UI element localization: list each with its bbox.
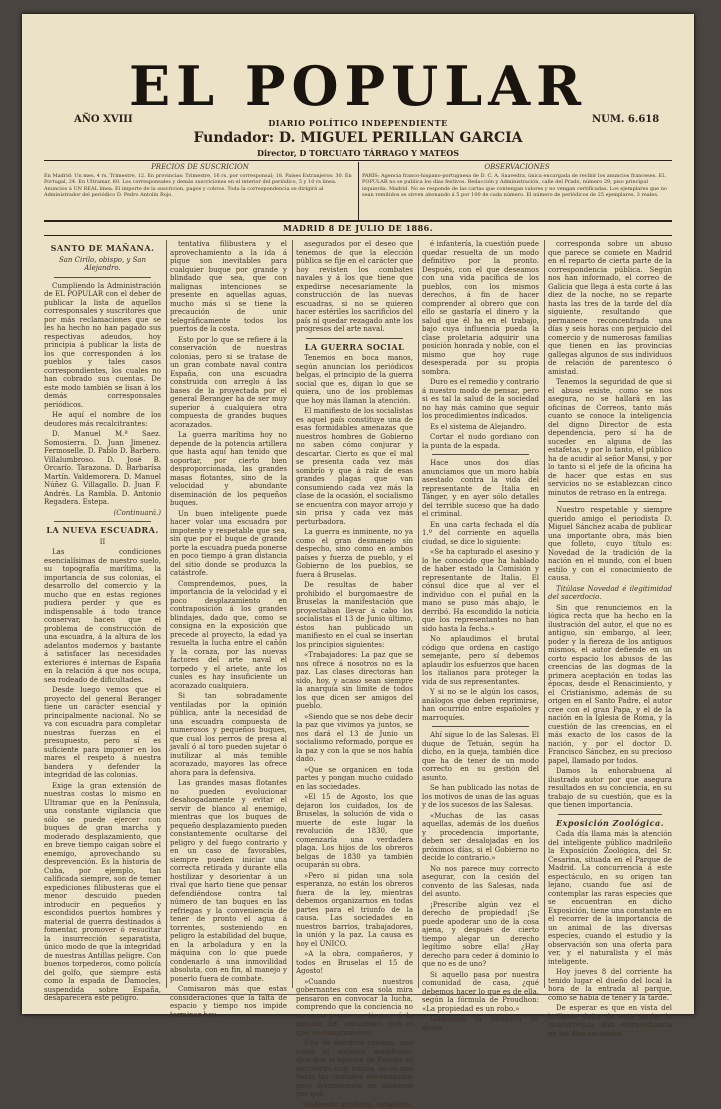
paragraph: Duro es el remedio y contrario á nuestro modo de pensar, pero si es tal la salud de la sociedad no hay más camino que seguir los procedimientos indicados. <box>422 378 539 421</box>
divider <box>44 994 672 995</box>
paragraph: »Siendo que se nos debe decir la paz que vivimos ya juntos, se nos dará el 13 de Junio un socialismo reformado, porque es la paz y con la que se nos había dado. <box>296 713 413 764</box>
paragraph: Llamamos la atención de quien <box>422 1015 539 1032</box>
observations-text: PARÍS: Agencia franco-hispano-portuguesa de D. C. A. Saavedra, única encargada de recibir los anuncios franceses. EL POPULAR no se publica los días festivos. Redacción y Administración, calle del Prado, número 29, piso principal izquierda. Madrid. No se responde de las cartas que contengan valores y no vengan certificadas. Los ejemplares que no sean remitidos se sirven abonando á 5 por 100 de cada número. El número de periódicos de 25 ejemplares, 3 reales. <box>362 173 672 199</box>
paragraph: Ahí sigue lo de las Salesas. El duque de Tetuán, según ha dicho, en la queja, también dice que ha de tener de un modo correcto en su gestión del asunto. <box>422 731 539 782</box>
paragraph: asegurados por el deseo que tenemos de que la elección pública se fije en el carácter que hoy revisten los combates navales y á los que tiene que expedirse necesariamente la construcción de las nuevas escuadras, si no se quieren hacer estériles los sacrificios del país ni quedar rezagado ante los progresos del arte naval. <box>296 240 413 334</box>
paragraph: Si aquello pasa por nuestra comunidad de casa, ¿qué debemos hacer lo que es de ella, según la fórmula de Proudhon: «La propiedad es un robo.» <box>422 971 539 1014</box>
paragraph: é infantería, la cuestión puede quedar resuelta de un modo definitivo por la pronto. Después, con el que deseamos con una vida pacífica de los pueblos, con los mismos derechos, á fin de hacer comprender al obrero que con ello se gastaría el dinero y la salud que él ha en el trabajo, bajo cuya influencia pueda la clase proletaria adquirir una posición honrada y noble, con el mismo que hoy ruge desesperada por su propia sombra. <box>422 240 539 376</box>
paragraph: Es el sistema de Alejandro. <box>422 423 539 432</box>
divider <box>432 454 529 455</box>
paragraph: Habiendo artillería, caballería <box>296 1101 413 1109</box>
paragraph: De resultas de haber prohibido el burgomaestre de Bruselas la manifestación que proyectaban llevar á cabo los socialistas el 13 de Junio último, éstos han publicado un manifiesto en el cual se insertan los principios siguientes: <box>296 581 413 649</box>
divider <box>558 501 662 502</box>
paragraph: «Trabajadores: La paz que se nos ofrece á nosotros no es la paz. Las clases directoras han sido, hoy, y acaso sean siempre la anarquía sin limite de todos los que dicen ser amigos del pueblo. <box>296 651 413 711</box>
paragraph: «Se ha capturado el asesino y lo he conocido que ha hablado de haber estado la Comisión y representante de Italia. El cónsul dice que al ver el individuo con el puñal en la mano se puso más abajo, le derribó. Ha escondido la noticia que los representantes no han sido hasta la fecha.» <box>422 548 539 633</box>
column-3 <box>296 240 413 988</box>
paragraph: Una de nuestros colegas, que copia el anterior manifiesto, dice que la opinión de Europa se encuentra muy honda, no en que todas las ciudades encenagadas pero francamente no sabemos por qué. <box>296 1039 413 1099</box>
paragraph: »Cuando nuestros gobernantes con esa sola mira pensaron en convocar la lucha, comprendo que la conciencia no es suyo y que no tienen, á la opinión del socialismo, con el que se comprometen. <box>296 978 413 1038</box>
paragraph: Sin que renunciemos en la lógica recta que ha hecho en la ilustración del autor, el que no es antiguo, sin embargo, al leer, poder y la fiereza de los antiguos mismos, el autor defiende en un corto espacio los abusos de las creencias de las dogmas de la primera aceptación en todas las épocas, desde el Renacimiento, y el Cristianismo, además de su origen en el Santo Padre, el autor cree con el gran Papa, y el de la nación en la Iglesia de Roma, y la cuestión de las creencias, en el más exacto de los casos de la nación, y por el doctor D. Francisco Sánchez, en su precioso papel, llamado por todos. <box>548 604 672 766</box>
paragraph: Nuestro respetable y siempre querido amigo el periodista D. Miguel Sánchez acaba de publicar una importante obra, más bien que folleto, cuyo título es: Novedad de la tradición de la nación en el mundo, con el buen estilo y con el conocimiento de causa. <box>548 506 672 583</box>
director-line: Director, D TORCUATO TÁRRAGO Y MATEOS <box>22 148 694 158</box>
paragraph: »Pero si pidan una sola esperanza, no están los obreros fuera de la ley, mientras debemos organizarnos en todas partes para el triunfo de la causa. Las sociedades en nuestros barrios, trabajadores, la unión y la paz. La causa es hoy el ÚNICO. <box>296 872 413 949</box>
year-label: AÑO XVIII <box>74 114 133 125</box>
dateline: MADRID 8 DE JULIO DE 1886. <box>22 223 694 233</box>
paragraph: Las condiciones esencialísimas de nuestro suelo, su topografía marítima, la importancia de sus colonias, el desarrollo del comercio y la mucho que en estas regiones pudiera perder y que es indispensable á todo trance conservar, hacen que el problema de construcción de una escuadra, á la altura de los adelantos modernos y bastante á satisfacer las necesidades exteriores é internas de España en la relación á que nos ocupa, sea rodeado de dificultades. <box>44 548 161 684</box>
section-heading: LA NUEVA ESCUADRA. <box>44 526 161 535</box>
divider <box>44 235 672 236</box>
section-number: II <box>44 538 161 547</box>
paragraph: Hace unos dos días anunciamos que un moro había asestado contra la vida del representante de Italia en Tánger, y en ayer sólo detalles del terrible suceso que ha dado el criminal. <box>422 459 539 519</box>
paragraph: »A la obra, compañeros, y todos en Bruselas el 15 de Agosto! <box>296 950 413 976</box>
paragraph: «Muchas de las casas aquellas, además de los dueños y procedencia importante, deben ser desalojadas en los próximos días, si el Gobierno no decide lo contrario.» <box>422 812 539 863</box>
divider <box>44 160 672 161</box>
subscription-heading: PRECIOS DE SUSCRICION <box>44 164 356 171</box>
column-rule <box>166 240 167 988</box>
subtitle: DIARIO POLÍTICO INDEPENDIENTE <box>22 118 694 128</box>
paragraph: San Cirilo, obispo, y San Alejandro. <box>44 256 161 273</box>
paragraph: No nos parece muy correcto asegurar, con la cesión del convento de las Salesas, nada del asunto. <box>422 865 539 899</box>
paragraph: tentativa filibustera y el aprovechamiento a la ida á pique son inevitables para cualquier buque por grande y blindado que sea, que con malignas intenciones se presente en aquellas aguas, mucho más si se tiene la precaución de unir telegráficamente todos los puertos de la costa. <box>170 240 287 334</box>
paragraph: La guerra es inminente, no ya como el gran desmanejo sin despecho, sino como en ambos países y fuerza de pueblo, y el Gobierno de los pueblos, se fuera á Bruselas. <box>296 528 413 579</box>
column-5 <box>548 240 672 988</box>
paragraph: Cortar el nudo gordiano con la punta de la espada. <box>422 433 539 450</box>
divider <box>558 814 662 815</box>
paragraph: corresponda sobre un abuso que parece se comete en Madrid en el reparto de cierta parte de la correspondencia pública. Según nos han informado, el correo de Galicia que llega á esta corte á las diez de la noche, no se reparte hasta las tres de la tarde del día siguiente, resultando que permanece reconcentrada una días y seis horas con perjuicio del comercio y de numerosas familias que tienen en las provincias gallegas algunos de sus individuos de relación de parentesco ó amistad. <box>548 240 672 376</box>
founder-line: Fundador: D. MIGUEL PERILLAN GARCIA <box>22 130 694 146</box>
paragraph: Y si no se le algún los casos, análogos que deben reprimirse, han ocurrido entre españoles y marroquíes. <box>422 688 539 722</box>
paragraph: La guerra marítima hoy no depende de la potencia artillera que hasta aquí han tenido que soportar, por cierto bien desproporcionada, las grandes masas flotantes, sino de la velocidad y abundante diseminación de los pequeños buques. <box>170 431 287 508</box>
issue-number: NUM. 6.618 <box>592 114 659 125</box>
paragraph: Cumpliendo la Administración de EL POPULAR con el deber de publicar la lista de aquellos corresponsales y suscritores que por más reclamaciones que se les ha hecho no han pagado sus respectivas adeudos, hoy principia á publicar la lista de los que corresponden á los pueblos y tales casos correspondientes, los cuales no han cobrado sus cuentas. De este modo también se lisan á los demás corresponsales periódicos. <box>44 282 161 410</box>
paragraph: Tenemos la seguridad de que si el abuso existe, como se nos asegura, no se hallará en las oficinas de Correos, tanto más cuanto se conoce la inteligencia del digno Director de esta dependencia, pero sí ha de suceder en alguna de las estafetas, y por lo tanto, el público ha de acudir al señor Mansi, y por lo tanto si el jefe de la oficina ha de hacer que estas en sus servicios no se establezcan cinco minutos de retraso en la entrega. <box>548 378 672 497</box>
divider <box>306 338 403 339</box>
paragraph: Cada día llama más la atención del inteligente público madrileño la Exposición Zoológica, del Sr. Cesarina, situada en el Parque de Madrid. La concurrencia á este espectáculo, en su origen tan lejano, cuando fue así de contemplar las raras especies que se encuentran en dicho Exposición, tiene una constante en el recorrer de la importancia de un animal de las diversas especies, cuando el estudio y la observación son una oferta para ver, y el naturalista y el más inteligente. <box>548 830 672 966</box>
paragraph: Comisaron más que estas consideraciones que la falta de espacio y tiempo nos impide terminar hoy, <box>170 985 287 1019</box>
paragraph: Las grandes masas flotantes no pueden evolucionar desahogadamente y evitar el servir de blanco al enemigo, mientras que los buques de pequeño desplazamiento pueden constantemente ocultarse del peligro y del fuego contrario y en un caso de favorables, siempre pueden iniciar una correcta retirada y durante ella hostilizar y desorientar á un rival que harto tiene que pensar defendiéndose contra tal número de tan buques en las refriegas y la conveniencia de tener de pronto el agua á torrentes, sosteniendo en peligro la estabilidad del buque, en la arboladura y en la máquina con lo que puede condenarlo á una inmovilidad absoluta, con en fin, al manejo y ponerlo fuera de combate. <box>170 779 287 983</box>
newspaper-page <box>22 14 694 1014</box>
section-heading: LA GUERRA SOCIAL <box>296 343 413 352</box>
paragraph: »Que se organicen en toda partes y pongan mucho cuidado en las sociedades. <box>296 766 413 792</box>
paragraph: Desde luego vemos que el proyecto del general Beranger tiene un carácter esencial y principalmente nacional. No se va con escuadra para completar nuestras fuerzas en el presupuesto, pero sí es suficiente para imponer en los mares el respeto á nuestra bandera y defender la integridad de las colonias. <box>44 686 161 780</box>
observations-box <box>362 164 672 199</box>
paragraph: ¡Prescribe algún vez el derecho de propiedad! ¡Se puede apoderar uno de la cosa ajena, y después de cierto tiempo alegar un derecho legítimo sobre ella! ¿Hay derecho para ceder á dominio lo que no es de uno? <box>422 901 539 969</box>
column-rule <box>544 240 545 988</box>
column-4 <box>422 240 539 988</box>
divider <box>54 277 151 278</box>
divider <box>358 162 359 220</box>
debtor-list: D. Manuel M.ª Saez. Somosierra. D. Juan Jimenez. Fermoselle. D. Pablo D. Barbero. Villalumbroso. D. José B. Orcarío. Tarazona. D. Barbarísa Martín. Valdemorera. D. Manuel Núñez G. Villagallo. D. Juan F. Andrés. La Rambla. D. Antonio Regadera. Estepa. <box>44 430 161 507</box>
paragraph: Se han publicado las notas de los motivos de unas de las aguas y de los sucesos de las Salesas. <box>422 784 539 810</box>
paragraph: Hoy jueves 8 del corriente ha tenido lugar el dueño del local la hora de la entrada al parque, como se había de tener y la tarde. <box>548 968 672 1002</box>
paragraph: No aplaudimos el brutal código que ordena en castigo semejante, pero sí debemos aplaudir los esfuerzos que hacen los italianos para proteger la vida de sus representantes. <box>422 635 539 686</box>
section-heading: Exposición Zoológica. <box>548 819 672 828</box>
paragraph: Titúlase Novedad é ilegitimidad del sacerdocio. <box>548 585 672 602</box>
continued-note: (Continuará.) <box>44 509 161 518</box>
column-rule <box>418 240 419 988</box>
paragraph: Si tan sobradamente ventiladas por la opinión pública, ante la necesidad de una escuadra compuesta de numerosos y pequeños buques, que cual los perros de presa al javalí ó al toro pueden sujetar ó inutilizar al más temible acorazado, mayores las ofrece ahora para la defensiva. <box>170 692 287 777</box>
paragraph: Un buen inteligente puede hacer volar una escuadra por impotente y respetable que sea, sin que por el buque de grande porte la escuadra pueda ponerse en poco tiempo á gran distancia del sitio donde se produzca la catástrofe. <box>170 510 287 578</box>
paragraph: Comprendemos, pues, la importancia de la velocidad y el poco desplazamiento en contraposición á los grandes blindajes, dado que, como se consigna en la exposición que precede al proyecto, la edad ya resuelta la lucha entre el cañón y la coraza, por las nuevas factores del arte naval el torpedo y el ariete, ante los cuales es hay insuficiente un acorazado cualquiera. <box>170 580 287 691</box>
column-1 <box>44 240 161 988</box>
paragraph: He aquí el nombre de los deudores más recalcitrantes: <box>44 411 161 428</box>
paragraph: El manifiesto de los socialistas es aquel país constituye una de esas formidables amenazas que nuestros hombres de Gobierno no saben cómo conjurar y descartar. Cierto es que el mal se presenta cada vez más sombrío y que á raíz de esas grandes plagas que van consumiendo cada vez más la clase de la ocasión, el socialismo se encuentra con mayor arrojo y sin prisa y cada vez más perturbadora. <box>296 407 413 526</box>
column-2 <box>170 240 287 988</box>
divider <box>54 521 151 522</box>
paragraph: De esperar es que en vista del brillante éxito de esta tarde, la concurrencia aún extraordinaria en los días sucesivos. <box>548 1004 672 1038</box>
paragraph: Tenemos en boca manos, según anuncian los periódicos belgas, el principio de la guerra social que es, digan lo que se quiera, uno de los problemas que hoy más llaman la atención. <box>296 354 413 405</box>
divider <box>432 726 529 727</box>
paragraph: Esto por lo que se refiere á la conservación de nuestras colonias, pero si se tratase de un gran combate naval contra España, con una escuadra construida con arreglo á las bases de la proyectada por el general Beranger ha de ser muy superior á cualquiera otra compuesta de grandes buques acorazados. <box>170 336 287 430</box>
paragraph: Exige la gran extensión de nuestras costas lo mismo en Ultramar que en la Península, una constante vigilancia que sólo se puede ejercer con buques de gran marcha y moderado desplazamiento, que en breve tiempo caigan sobre el enemigo, aprovechando su desprevención. Es la historia de Cuba, por ejemplo, tan calificada siempre, son de temer expediciones filibusteras que el menor descuido pueden introducir en pequeños y escondidos puertos hombres y material de guerra destinados á fomentar, promover ó resucitar la insurrección separatista, único modo de que la integridad de nuestras Antillas peligre. Con buenos torpederos, como policía del golfo, que siempre está como la espada de Damocles, suspendida sobre España, desaparecerá este peligro. <box>44 782 161 1003</box>
divider <box>44 220 672 222</box>
observations-heading: OBSERVACIONES <box>362 164 672 171</box>
subscription-text: En Madrid: Un mes, 4 rs. Trimestre, 12. En provincias: Trimestre, 16 rs. por corresponsal; 18. Países Extranjeros: 30. En Portugal, 24. En Ultramar, 60. Los corresponsales y demás suscriciones en el interior del periódico, 5 y 10 rs línea. Anuncios á UN REAL línea. El importe de la suscricion, pagos y cobros. Toda la correspondencia se dirigirá al Administrador del periódico D. Pedro Antolín Rojo. <box>44 173 356 199</box>
newspaper-title: EL POPULAR <box>22 58 694 114</box>
column-rule <box>292 240 293 988</box>
paragraph: »El 15 de Agosto, los que dejaron los cuidados, los de Bruselas, la solución de vida o muerte de este lugar la revolución de 1830, que comenzaría una verdadera plaga. Los hijos de los obreros belgas de 1830 ya también ocuparán su obra. <box>296 793 413 870</box>
subscription-box <box>44 164 356 199</box>
paragraph: Damos la enhorabuena al ilustrado autor por que asegura resultados en su conciencia, en su trabajo de su cuestión, que es la que tienen importancia. <box>548 767 672 810</box>
paragraph: En una carta fechada el día 1.º del corriente en aquella ciudad, se dice lo siguiente: <box>422 521 539 547</box>
section-heading: SANTO DE MAÑANA. <box>44 244 161 253</box>
